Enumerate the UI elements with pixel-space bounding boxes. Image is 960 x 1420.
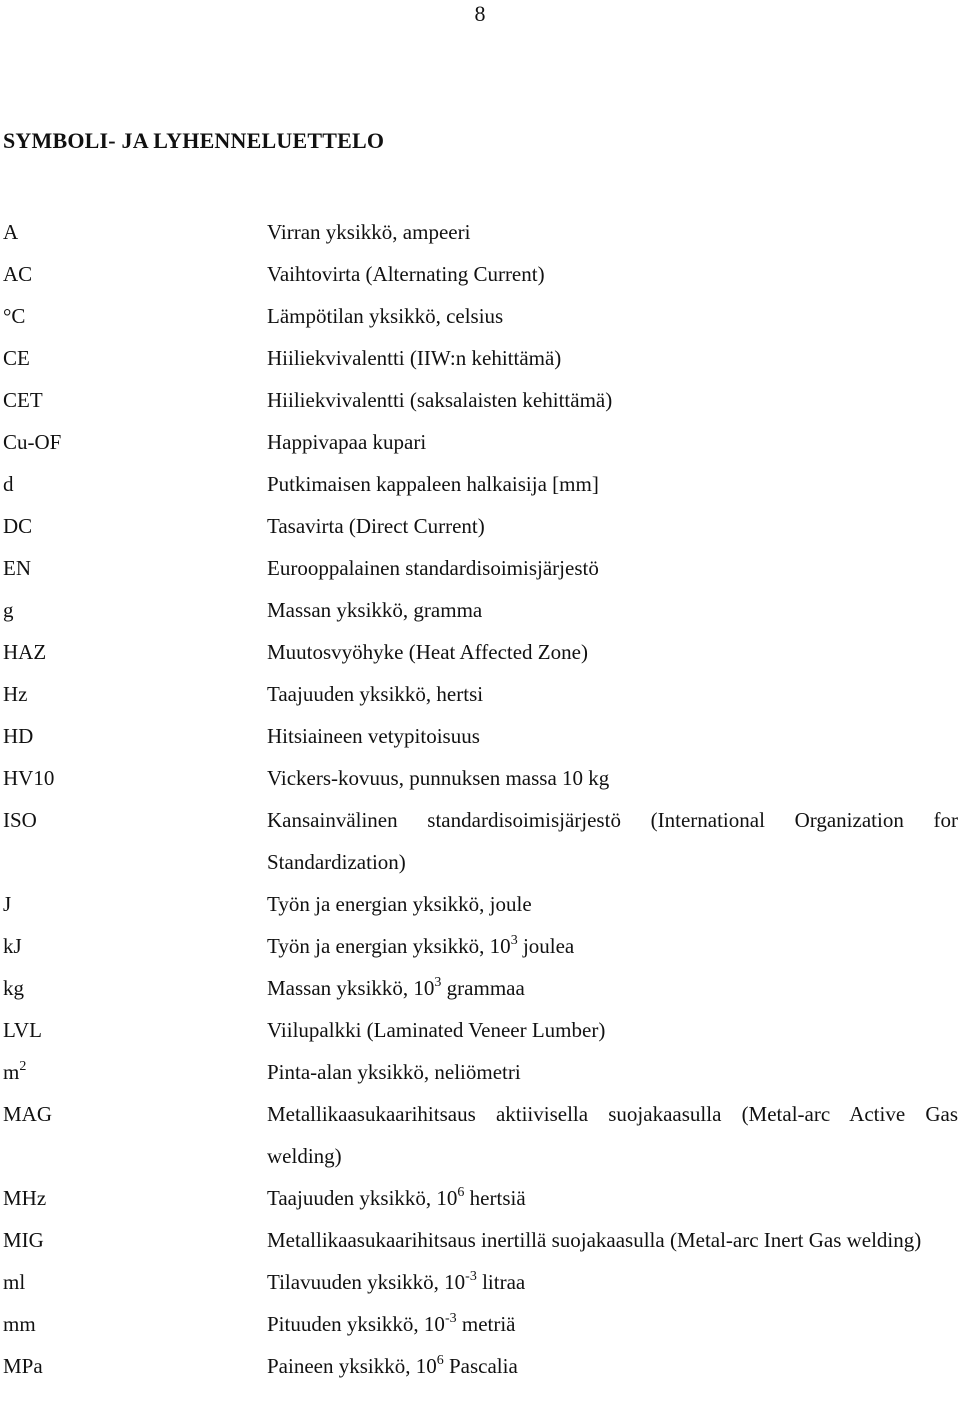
symbol-entry [3,505,958,547]
symbol-term [3,673,267,715]
symbol-description [267,799,958,883]
description-text: Vaihtovirta (Alternating Current) [267,262,545,286]
symbol-term [3,1051,267,1093]
symbol-entry [3,1261,958,1303]
symbol-description [267,589,958,631]
symbol-entry [3,1219,958,1261]
symbol-description [267,421,958,463]
description-text: Eurooppalainen standardisoimisjärjestö [267,556,599,580]
description-text-continued: grammaa [441,976,525,1000]
symbol-description [267,1261,958,1303]
description-text: Metallikaasukaarihitsaus inertillä suojakaasulla (Metal-arc Inert Gas welding) [267,1228,922,1252]
symbol-entry [3,337,958,379]
description-superscript: 3 [434,975,442,990]
symbol-entry [3,463,958,505]
description-text: Tasavirta (Direct Current) [267,514,485,538]
description-text: Työn ja energian yksikkö, joule [267,892,532,916]
description-text: Hiiliekvivalentti (saksalaisten kehittämä) [267,388,613,412]
symbol-text: HV10 [3,766,55,790]
symbol-entry [3,295,958,337]
description-text: Pituuden yksikkö, 10 [267,1312,445,1336]
description-text: Tilavuuden yksikkö, 10 [267,1270,466,1294]
description-text: Viilupalkki (Laminated Veneer Lumber) [267,1018,606,1042]
symbol-entry [3,589,958,631]
description-superscript: -3 [444,1311,457,1326]
section-heading: SYMBOLI- JA LYHENNELUETTELO [3,128,385,153]
symbol-text: MIG [3,1228,44,1252]
symbol-description [267,1345,958,1387]
description-text: Massan yksikkö, gramma [267,598,483,622]
symbol-entry [3,631,958,673]
symbol-text: ISO [3,808,37,832]
description-superscript: 6 [436,1353,444,1368]
symbol-text: MHz [3,1186,47,1210]
description-text: Massan yksikkö, 10 [267,976,435,1000]
symbol-description [267,463,958,505]
description-text: Taajuuden yksikkö, hertsi [267,682,484,706]
symbol-term [3,715,267,757]
symbol-term [3,253,267,295]
symbol-description [267,379,958,421]
symbol-description [267,1177,958,1219]
symbol-entry [3,1177,958,1219]
description-text: Putkimaisen kappaleen halkaisija [mm] [267,472,599,496]
symbol-text: ml [3,1270,26,1294]
symbol-term [3,211,267,253]
description-text: Happivapaa kupari [267,430,427,454]
symbol-entry [3,1093,958,1177]
symbol-description [267,883,958,925]
symbol-term [3,295,267,337]
symbol-text: AC [3,262,33,286]
symbol-entry [3,421,958,463]
symbol-entry [3,673,958,715]
description-superscript: -3 [465,1269,477,1284]
symbol-entry [3,1303,958,1345]
symbol-list [3,211,958,1387]
symbol-description [267,295,958,337]
symbol-description [267,967,958,1009]
symbol-entry [3,799,958,883]
description-text: Muutosvyöhyke (Heat Affected Zone) [267,640,588,664]
symbol-description [267,757,958,799]
symbol-superscript: 2 [19,1059,27,1074]
symbol-description [267,925,958,967]
description-superscript: 3 [510,933,518,948]
symbol-text: d [3,472,14,496]
description-text: Hitsiaineen vetypitoisuus [267,724,480,748]
symbol-term [3,379,267,421]
symbol-description [267,1303,958,1345]
symbol-term [3,1303,267,1345]
symbol-term [3,925,267,967]
symbol-term [3,799,267,883]
symbol-text: MAG [3,1102,53,1126]
description-text: Työn ja energian yksikkö, 10 [267,934,511,958]
symbol-entry [3,715,958,757]
symbol-term [3,883,267,925]
symbol-text: J [3,892,12,916]
symbol-text: A [3,220,19,244]
symbol-text: mm [3,1312,36,1336]
symbol-entry [3,211,958,253]
symbol-text: HAZ [3,640,47,664]
description-text-continued: Pascalia [443,1354,518,1378]
symbol-text: m [3,1060,20,1084]
symbol-description [267,1093,958,1177]
description-text: Pinta-alan yksikkö, neliömetri [267,1060,521,1084]
description-text: Lämpötilan yksikkö, celsius [267,304,504,328]
description-superscript: 6 [457,1185,465,1200]
description-text: Taajuuden yksikkö, 10 [267,1186,458,1210]
symbol-description [267,631,958,673]
symbol-term [3,421,267,463]
page-number: 8 [474,1,486,26]
symbol-entry [3,379,958,421]
symbol-text: LVL [3,1018,42,1042]
symbol-description [267,1009,958,1051]
symbol-entry [3,547,958,589]
symbol-entry [3,1051,958,1093]
symbol-term [3,1009,267,1051]
symbol-term [3,337,267,379]
symbol-entry [3,1009,958,1051]
symbol-text: MPa [3,1354,43,1378]
symbol-description [267,1219,958,1261]
symbol-entry [3,253,958,295]
symbol-term [3,505,267,547]
symbol-term [3,1093,267,1177]
symbol-term [3,547,267,589]
symbol-description [267,211,958,253]
symbol-entry [3,1345,958,1387]
symbol-description [267,253,958,295]
symbol-text: Hz [3,682,28,706]
symbol-text: HD [3,724,34,748]
symbol-text: CET [3,388,43,412]
symbol-text: °C [3,304,26,328]
symbol-text: DC [3,514,33,538]
symbol-text: g [3,598,14,622]
symbol-entry [3,757,958,799]
symbol-entry [3,967,958,1009]
symbol-term [3,757,267,799]
description-text-continued: metriä [456,1312,516,1336]
symbol-text: Cu-OF [3,430,62,454]
description-text: Vickers-kovuus, punnuksen massa 10 kg [267,766,610,790]
symbol-term [3,1261,267,1303]
description-text: Hiiliekvivalentti (IIW:n kehittämä) [267,346,562,370]
description-text-continued: litraa [476,1270,526,1294]
symbol-term [3,589,267,631]
symbol-term [3,1345,267,1387]
symbol-description [267,1051,958,1093]
symbol-text: EN [3,556,31,580]
symbol-entry [3,925,958,967]
description-text: Virran yksikkö, ampeeri [267,220,471,244]
description-text: Kansainvälinen standardisoimisjärjestö (International Organization for Standardization) [267,808,958,874]
symbol-text: CE [3,346,30,370]
description-text: Paineen yksikkö, 10 [267,1354,437,1378]
description-text-continued: hertsiä [464,1186,526,1210]
symbol-term [3,1219,267,1261]
symbol-description [267,547,958,589]
symbol-text: kg [3,976,24,1000]
symbol-term [3,1177,267,1219]
symbol-term [3,967,267,1009]
symbol-description [267,673,958,715]
symbol-entry [3,883,958,925]
symbol-term [3,631,267,673]
symbol-text: kJ [3,934,22,958]
symbol-description [267,505,958,547]
description-text: Metallikaasukaarihitsaus aktiivisella suojakaasulla (Metal-arc Active Gas welding) [267,1102,958,1168]
symbol-description [267,715,958,757]
description-text-continued: joulea [517,934,575,958]
symbol-description [267,337,958,379]
symbol-term [3,463,267,505]
